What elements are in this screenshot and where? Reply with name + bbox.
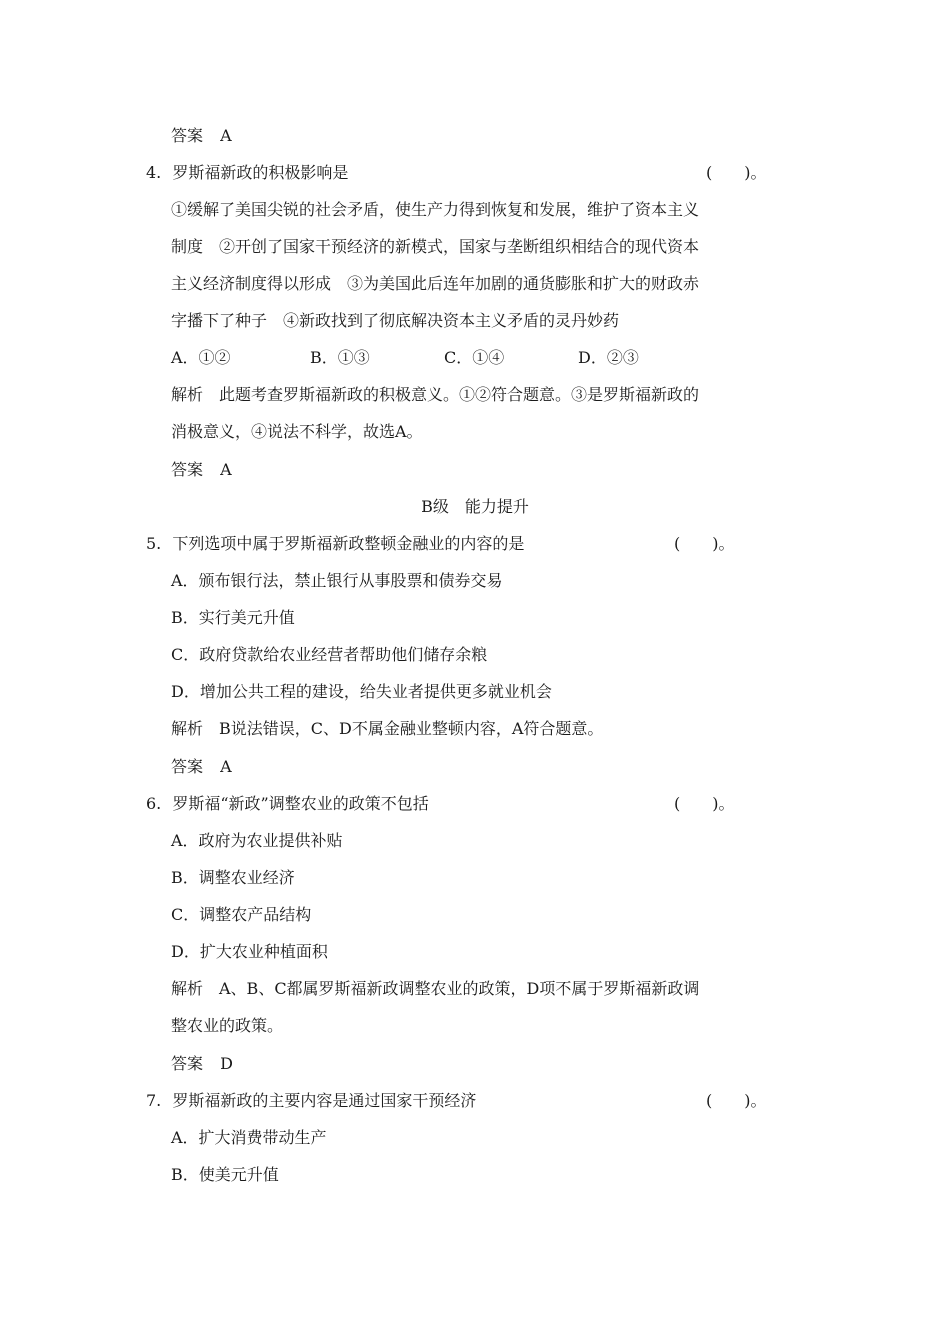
q4-analysis-line: 解析 此题考查罗斯福新政的积极意义。①②符合题意。③是罗斯福新政的: [171, 385, 700, 404]
answer-bracket: ( )。: [674, 794, 735, 813]
q3-answer: [171, 125, 232, 147]
q4-statement-line: 字播下了种子 ④新政找到了彻底解决资本主义矛盾的灵丹妙药: [171, 311, 620, 330]
option-a: A．颁布银行法，禁止银行从事股票和债券交易: [171, 571, 503, 590]
answer-value: A: [220, 757, 232, 776]
answer-label: 答案: [171, 1054, 204, 1073]
option-d: D．扩大农业种植面积: [171, 942, 328, 961]
answer-bracket: ( )。: [674, 534, 735, 553]
answer-bracket: ( )。: [706, 163, 767, 182]
option-a: A．政府为农业提供补贴: [171, 831, 343, 850]
q4-statement-line: 主义经济制度得以形成 ③为美国此后连年加剧的通货膨胀和扩大的财政赤: [171, 274, 700, 293]
answer-value: A: [220, 460, 232, 479]
q4-statement-line: ①缓解了美国尖锐的社会矛盾，使生产力得到恢复和发展，维护了资本主义: [171, 200, 700, 219]
answer-label: 答案: [171, 126, 204, 145]
answer-value: A: [220, 126, 232, 145]
question-text: 罗斯福新政的主要内容是通过国家干预经济: [172, 1091, 477, 1110]
question-number: 5.: [146, 534, 162, 553]
q5-analysis-line: 解析 B说法错误，C、D不属金融业整顿内容，A符合题意。: [171, 719, 604, 738]
question-6-stem: [146, 793, 429, 815]
question-4-stem: [146, 162, 348, 184]
question-number: 6.: [146, 794, 162, 813]
q6-answer: [171, 1053, 233, 1075]
option-b: B．使美元升值: [171, 1165, 279, 1184]
option-a: A．①②: [171, 348, 231, 367]
answer-label: 答案: [171, 460, 204, 479]
answer-value: D: [220, 1054, 233, 1073]
question-text: 罗斯福“新政”调整农业的政策不包括: [172, 794, 429, 813]
option-c: C．调整农产品结构: [171, 905, 312, 924]
option-c: C．政府贷款给农业经营者帮助他们储存余粮: [171, 645, 488, 664]
q4-answer: [171, 459, 232, 481]
answer-bracket: ( )。: [706, 1091, 767, 1110]
q4-analysis-line: 消极意义，④说法不科学，故选A。: [171, 422, 423, 441]
q5-answer: [171, 756, 232, 778]
q6-analysis-line: 解析 A、B、C都属罗斯福新政调整农业的政策，D项不属于罗斯福新政调: [171, 979, 700, 998]
question-number: 7.: [146, 1091, 162, 1110]
question-5-stem: [146, 533, 524, 555]
option-b: B．实行美元升值: [171, 608, 295, 627]
question-7-stem: [146, 1090, 476, 1112]
question-text: 下列选项中属于罗斯福新政整顿金融业的内容的是: [172, 534, 525, 553]
option-b: B．调整农业经济: [171, 868, 295, 887]
q6-analysis-line: 整农业的政策。: [171, 1016, 284, 1035]
option-a: A．扩大消费带动生产: [171, 1128, 327, 1147]
question-text: 罗斯福新政的积极影响是: [172, 163, 349, 182]
question-number: 4.: [146, 163, 162, 182]
option-b: B．①③: [310, 348, 370, 367]
option-d: D．增加公共工程的建设，给失业者提供更多就业机会: [171, 682, 552, 701]
section-title: B级 能力提升: [421, 497, 529, 516]
answer-label: 答案: [171, 757, 204, 776]
option-c: C．①④: [444, 348, 505, 367]
q4-statement-line: 制度 ②开创了国家干预经济的新模式，国家与垄断组织相结合的现代资本: [171, 237, 700, 256]
option-d: D．②③: [578, 348, 639, 367]
